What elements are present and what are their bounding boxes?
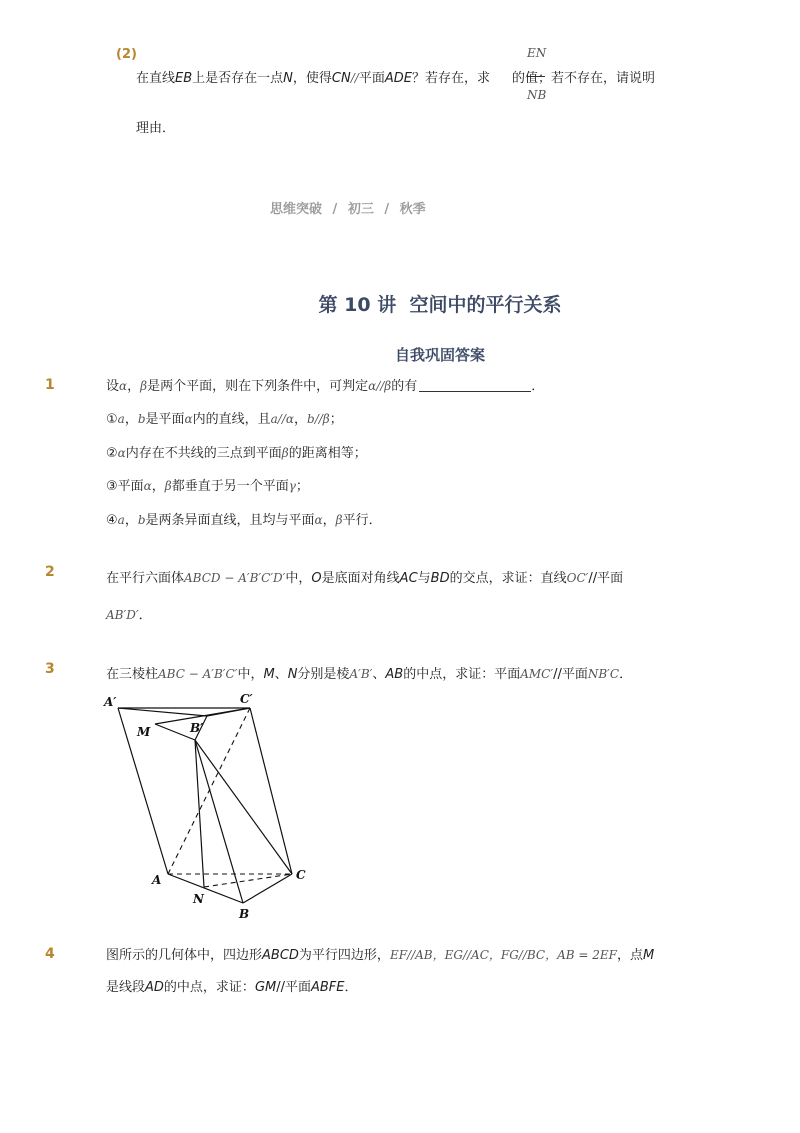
q2-line1: 在平行六面体ABCD − A′B′C′D′中，O是底面对角线AC与BD的交点，求证：直线OC′//平面 xyxy=(106,571,624,586)
q4-line1: 图所示的几何体中，四边形ABCD为平行四边形，EF//AB，EG//AC，FG//BC，AB = 2EF，点M xyxy=(106,948,655,963)
q2-line2: AB′D′． xyxy=(106,608,152,623)
top-problem-line2: 理由． xyxy=(136,121,176,136)
label-m: M xyxy=(137,725,151,739)
edge-a1-b1 xyxy=(118,708,207,716)
label-c: C xyxy=(296,868,306,882)
prism-figure xyxy=(100,688,320,923)
breadcrumb xyxy=(270,198,426,217)
edge-b-c xyxy=(243,874,292,903)
edge-n-c-dashed xyxy=(204,874,292,887)
q1-line2: ①a，b是平面α内的直线，且a//α，b//β； xyxy=(106,412,343,427)
edge-a-c1-dashed xyxy=(168,708,250,874)
subquestion-label: (2) xyxy=(116,47,137,62)
label-c1: C′ xyxy=(240,692,253,706)
edge-c1-c xyxy=(250,708,292,874)
top-problem-line1: 在直线EB上是否存在一点N，使得CN//平面ADE？若存在，求 的值；若不存在，请说明 xyxy=(136,71,655,86)
q3-line1: 在三棱柱ABC − A′B′C′中，M、N分别是棱A′B′、AB的中点，求证：平面AMC′//平面NB′C． xyxy=(106,667,633,682)
edge-b1-c xyxy=(195,740,292,874)
edge-a-b xyxy=(168,874,243,903)
fraction-numerator: EN xyxy=(527,46,547,60)
label-b1: B′ xyxy=(190,721,204,735)
lecture-title: 第 10 讲 空间中的平行关系 xyxy=(318,294,562,316)
question-number-1: 1 xyxy=(45,377,55,393)
breadcrumb-separator: / xyxy=(332,202,338,217)
label-n: N xyxy=(193,892,204,906)
question-number-3: 3 xyxy=(45,661,55,677)
breadcrumb-separator: / xyxy=(384,202,390,217)
label-a1: A′ xyxy=(104,695,117,709)
q1-line3: ②α内存在不共线的三点到平面β的距离相等； xyxy=(106,446,367,461)
q1-line5: ④a，b是两条异面直线，且均与平面α，β平行． xyxy=(106,513,382,528)
breadcrumb-subject: 思维突破 xyxy=(270,202,323,217)
breadcrumb-grade: 初三 xyxy=(347,202,374,217)
fraction-denominator: NB xyxy=(527,88,547,102)
q1-line4: ③平面α，β都垂直于另一个平面γ； xyxy=(106,479,309,494)
edge-b1-n xyxy=(195,740,204,887)
q1-line1: 设α，β是两个平面，则在下列条件中，可判定α//β的有 ． xyxy=(106,379,545,394)
label-a: A xyxy=(152,873,162,887)
edge-b1-b xyxy=(195,740,243,903)
section-title: 自我巩固答案 xyxy=(394,346,485,364)
edge-b1-m xyxy=(155,724,195,740)
question-number-2: 2 xyxy=(45,564,55,580)
answer-blank xyxy=(419,379,531,392)
question-number-4: 4 xyxy=(45,946,55,962)
breadcrumb-term: 秋季 xyxy=(399,202,426,217)
q4-line2: 是线段AD的中点，求证：GM//平面ABFE． xyxy=(106,980,358,995)
label-b: B xyxy=(239,907,250,921)
